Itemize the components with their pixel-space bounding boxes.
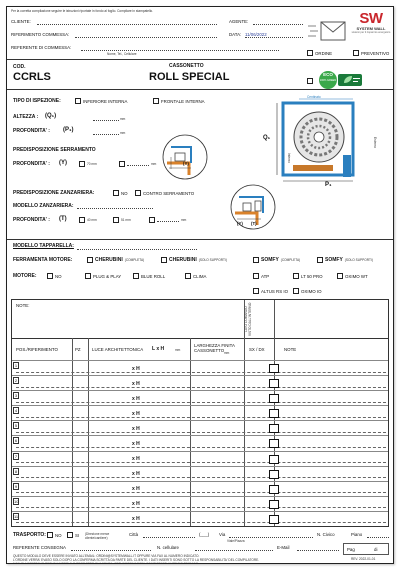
col-sxdx-header: SX / DX [249,347,265,352]
serramento-profondita-symbol: (Y) [59,160,67,166]
zanzariera-profondita-symbol: (T) [59,216,67,222]
eco-badge [319,71,337,89]
cherubini-supporti-option[interactable] [161,257,227,263]
zanzariera-contro-label: CONTRO SERRAMENTO [143,190,195,196]
zanzariera-modello-label: MODELLO ZANZARIERA: [13,203,74,209]
zanzariera-modello-field[interactable] [77,208,153,209]
somfy-completa-option[interactable] [253,257,300,263]
table-row [12,360,388,375]
tapparella-field[interactable] [77,249,197,250]
col-pos-header: POS./RIFERIMENTO [16,347,58,352]
row-number: 4 [14,408,18,414]
row-guide-line [16,417,386,418]
ordine-option[interactable] [307,50,332,56]
col-lxh-header: L x H [152,346,165,352]
row-sxdx-checkbox[interactable] [269,455,279,464]
serramento-title: PREDISPOSIZIONE SERRAMENTO [13,147,96,153]
product-divider [7,89,393,90]
row-lxh-separator: x H [132,471,140,478]
motore-no-label: NO [55,273,62,279]
cassonetto-label: CASSONETTO [169,63,204,69]
zanzariera-profondita-label: PROFONDITA' : [13,217,50,223]
eco-label: ECO [323,72,333,77]
serramento-custom-field[interactable] [127,162,149,166]
trasporto-si-checkbox[interactable] [67,532,73,538]
motore-atp-option[interactable] [253,273,269,279]
table-row [12,420,388,435]
altezza-label: ALTEZZA : [13,114,39,120]
data-value[interactable]: 11/06/2022 [245,32,267,37]
col-larghezza-header: LARGHEZZA FINITA CASSONETTO [194,343,235,353]
data-label: DATA: [229,32,242,37]
table-row [12,451,388,466]
motore-lt-checkbox[interactable] [293,273,299,279]
cliente-field[interactable] [37,24,217,25]
via-label: Via [219,532,226,537]
row-lxh-separator: x H [132,486,140,493]
row-sxdx-checkbox[interactable] [269,364,279,373]
zanzariera-40-checkbox[interactable] [79,217,85,223]
ispezione-frontale-checkbox[interactable] [153,98,159,104]
table-row [12,466,388,481]
row-guide-line [16,522,386,523]
row-lxh-separator: x H [132,440,140,447]
motore-oximo-checkbox[interactable] [337,273,343,279]
row-sxdx-checkbox[interactable] [269,485,279,494]
altezza-symbol: (Q₁) [45,113,57,119]
motore-plug-option[interactable] [85,273,121,279]
col-pz-header: PZ [75,347,81,352]
preventivo-checkbox[interactable] [353,50,359,56]
col-note-header: NOTE [284,347,297,352]
cherubini-supporti-checkbox[interactable] [161,257,167,263]
via-field[interactable] [229,537,313,538]
row-guide-line [16,402,386,403]
zanzariera-40-option[interactable] [79,217,97,223]
cherubini-completa-option[interactable] [87,257,144,263]
agente-label: AGENTE: [229,19,249,24]
motore-clima-label: CLIMA [193,273,207,279]
somfy-completa-label: SOMFY [261,257,279,263]
somfy-completa-sub: (COMPLETA) [280,258,301,262]
row-number: 6 [14,438,18,444]
motore-altus-checkbox[interactable] [253,288,259,294]
cod-label: COD. [13,64,26,70]
instructions-2: L'ORDINE VERRA' EVASO SOLO DOPO LA CONFERMA SCRITTA DA PARTE DEL CLIENTE. I DATI INSERITI SONO SOTTO LA RESPONSABILITA' DEL COMPILATORE. [13,558,260,562]
somfy-completa-checkbox[interactable] [253,257,259,263]
row-guide-line [16,372,386,373]
row-lxh-separator: x H [132,516,140,523]
pag-di-label: di [374,547,378,552]
lato-comando-label: LATO COMANDO VISTO DALL'INTERNO [244,302,252,336]
citta-field[interactable] [143,537,195,538]
row-lxh-separator: x H [132,456,140,463]
row-lxh-separator: x H [132,380,140,387]
trasporto-si-option[interactable] [67,532,79,538]
motore-altus-option[interactable] [253,288,288,294]
email-label: E-Mail [277,545,290,550]
logo-name: SYSTEM WALL [356,26,386,31]
piano-field[interactable] [367,537,389,538]
somfy-supporti-sub: (SOLO SUPPORTI) [344,258,373,262]
row-number: 9 [14,483,18,489]
row-sxdx-checkbox[interactable] [269,379,279,388]
row-sxdx-checkbox[interactable] [269,470,279,479]
table-row [12,511,388,526]
data-field-line [245,37,303,38]
table-row [12,435,388,450]
cherubini-supporti-label: CHERUBINI [169,257,197,263]
system-wall-logo [351,11,391,47]
ispezione-inferiore-label: INFERIORE INTERNA [83,98,128,104]
row-sxdx-checkbox[interactable] [269,394,279,403]
zanzariera-detail-y-label: (Y) [237,221,243,226]
zanzariera-40-label: 40 mm [87,218,97,222]
ispezione-frontale-option[interactable] [153,98,205,104]
motore-altus-label: ALTUS RS IO [261,288,288,294]
cherubini-completa-label: CHERUBINI [95,257,123,263]
zanzariera-detail-t-label: (T) [251,221,257,226]
row-number: 5 [14,423,18,429]
row-lxh-separator: x H [132,410,140,417]
row-sxdx-checkbox[interactable] [269,409,279,418]
ispezione-frontale-label: FRONTALE INTERNA [161,98,205,104]
row-lxh-separator: x H [132,425,140,432]
riferimento-label: RIFERIMENTO COMMESSA: [11,32,70,37]
via-sub: Viale/Piazza [227,539,245,543]
riferimento-field[interactable] [75,37,217,38]
serramento-custom-checkbox[interactable] [119,161,125,167]
profondita-p1-unit: mm [120,131,126,135]
referente-sub: Nome, Tel., Cellulare [107,52,137,56]
agente-field[interactable] [253,24,303,25]
motore-oximo-io-label: OXIMO IO [301,288,322,294]
zanzariera-custom-field[interactable] [157,218,179,222]
motore-plug-checkbox[interactable] [85,273,91,279]
referente-label: REFERENTE DI COMMESSA: [11,45,72,50]
eco-checkbox[interactable] [307,78,313,84]
ispezione-inferiore-option[interactable] [75,98,127,104]
cellulare-field[interactable] [195,550,273,551]
col-luce-unit: mm [175,348,181,352]
product-name: ROLL SPECIAL [149,71,230,83]
motore-atp-checkbox[interactable] [253,273,259,279]
row-guide-line [16,387,386,388]
serramento-70-label: 70 mm [87,162,97,166]
pag-label: Pag [347,547,355,552]
trasporto-no-option[interactable] [47,532,62,538]
serramento-custom-option[interactable] [119,161,156,167]
row-guide-line [16,462,386,463]
table-row [12,405,388,420]
cod-value: CCRLS [13,71,51,83]
ispezione-inferiore-checkbox[interactable] [75,98,81,104]
cliente-label: CLIENTE: [11,19,31,24]
tapparella-title: MODELLO TAPPARELLA: [13,243,74,249]
serramento-custom-unit: mm [151,162,157,166]
green-leaf-icon [338,74,362,86]
diagram-interno-label: Interno [287,153,291,163]
row-lxh-separator: x H [132,365,140,372]
preventivo-option[interactable] [353,50,389,56]
motore-oximo-label: OXIMO WT [345,273,368,279]
somfy-supporti-checkbox[interactable] [317,257,323,263]
serramento-70-option[interactable] [79,161,97,167]
positions-table [11,299,389,527]
row-number: 8 [14,468,18,474]
ordine-checkbox[interactable] [307,50,313,56]
provincia-label: (___) [199,532,210,537]
piano-label: Piano [351,532,363,537]
serramento-detail-diagram [161,133,209,181]
row-number: 2 [14,378,18,384]
row-guide-line [16,447,386,448]
row-lxh-separator: x H [132,501,140,508]
trasporto-si-label: SI [75,532,80,538]
somfy-supporti-option[interactable] [317,257,373,263]
row-guide-line [16,492,386,493]
referente-consegna-field[interactable] [71,550,151,551]
serramento-70-checkbox[interactable] [79,161,85,167]
motore-blue-checkbox[interactable] [133,273,139,279]
trasporto-no-checkbox[interactable] [47,532,53,538]
revision-label: REV. 2022-01-01 [351,557,376,561]
zanzariera-51-label: 51 mm [121,218,131,222]
motore-no-option[interactable] [47,273,62,279]
motore-lt-label: LT 50 PRO [301,273,323,279]
trasporto-label: TRASPORTO: [13,532,46,538]
altezza-unit: mm [120,117,126,121]
zanzariera-custom-unit: mm [181,218,187,222]
col-larghezza-unit: mm [224,351,230,355]
row-guide-line [16,477,386,478]
row-number: 10 [14,498,19,504]
referente-consegna-label: REFERENTE CONSEGNA [13,545,66,550]
row-sxdx-checkbox[interactable] [269,515,279,524]
header-divider [7,59,393,60]
email-field[interactable] [297,550,339,551]
diagram-esterno-label: Esterno [373,137,377,148]
section-divider-tapparella [7,239,393,240]
row-number: 11 [14,513,19,519]
preventivo-label: PREVENTIVO [361,50,390,56]
motore-clima-option[interactable] [185,273,206,279]
table-row [12,375,388,390]
diagram-q1-label: Q₁ [263,135,271,141]
motore-oximo-option[interactable] [337,273,368,279]
motore-label: MOTORE: [13,273,37,279]
motore-plug-label: PLUG & PLAY [93,273,122,279]
row-sxdx-checkbox[interactable] [269,439,279,448]
zanzariera-contro-checkbox[interactable] [135,190,141,196]
trasporto-si-sub: (Direzione merce cliente/cantiere) [85,532,110,540]
zanzariera-51-checkbox[interactable] [113,217,119,223]
diagram-top-label: Centinato [307,95,321,99]
motore-oximo-io-option[interactable] [293,288,322,294]
logo-tagline: sistemi per il risparmio energetico [351,31,391,34]
row-guide-line [16,507,386,508]
note-label: NOTE: [16,303,30,308]
row-lxh-separator: x H [132,395,140,402]
col-luce-header: LUCE ARCHITETTONICA [92,347,144,352]
motore-atp-label: ATP [261,273,270,279]
altezza-field[interactable] [93,120,119,121]
table-header-top [12,338,388,339]
motore-blue-option[interactable] [133,273,165,279]
zanzariera-no-checkbox[interactable] [113,190,119,196]
cherubini-completa-checkbox[interactable] [87,257,93,263]
ispezione-title: TIPO DI ISPEZIONE: [13,98,61,104]
page-counter-box [343,543,389,555]
cherubini-completa-sub: (COMPLETA) [124,258,145,262]
motore-no-checkbox[interactable] [47,273,53,279]
row-guide-line [16,432,386,433]
row-number: 3 [14,393,18,399]
zanzariera-custom-checkbox[interactable] [149,217,155,223]
zanzariera-custom-option[interactable] [149,217,186,223]
motore-clima-checkbox[interactable] [185,273,191,279]
row-sxdx-checkbox[interactable] [269,424,279,433]
table-row [12,496,388,511]
row-sxdx-checkbox[interactable] [269,500,279,509]
table-rows [12,360,388,526]
envelope-icon [307,19,347,45]
table-row [12,390,388,405]
ordine-label: ORDINE [315,50,333,56]
row-number: 1 [14,363,18,368]
trasporto-no-label: NO [55,532,62,538]
cherubini-supporti-sub: (SOLO SUPPORTI) [198,258,227,262]
diagram-p1-label: P₁ [325,182,332,188]
referente-field[interactable] [81,50,279,51]
zanzariera-title: PREDISPOSIZIONE ZANZARIERA: [13,190,95,196]
profondita-p1-label: PROFONDITA' : [13,128,50,134]
zanzariera-51-option[interactable] [113,217,131,223]
profondita-p1-symbol: (P₁) [63,127,74,133]
zanzariera-contro-option[interactable] [135,190,194,196]
somfy-supporti-label: SOMFY [325,257,343,263]
motore-lt-option[interactable] [293,273,323,279]
zanzariera-no-option[interactable] [113,190,128,196]
table-row [12,481,388,496]
cellulare-label: N. cellulare [157,545,179,550]
ferramenta-label: FERRAMENTA MOTORE: [13,257,73,263]
eco-sub: 100% GREEN [319,79,337,82]
instructions-3: NON SI ACCETTANO RESI DI MATERIALE PRODOTTO SU MISURA. PER INFORMAZIONI CONTATTARE L'UFFICIO TECNICO. [13,562,199,564]
zanzariera-no-label: NO [121,190,128,196]
serramento-detail-y-label: (Y) [183,161,189,166]
motore-blue-label: BLUE ROLL [141,273,166,279]
citta-label: Città [129,532,139,537]
civico-label: N. Civico [317,532,335,537]
motore-oximo-io-checkbox[interactable] [293,288,299,294]
row-number: 7 [14,453,18,459]
order-form [6,6,394,564]
instructions-1: QUESTO MODULO DEVE ESSERE INVIATO ALL'EMAIL: ORDINI@SYSTEMWALL.IT OPPURE VIA FAX AL NUMERO INDICATO. [13,554,200,558]
serramento-profondita-label: PROFONDITA' : [13,161,50,167]
logo-mark: SW [359,10,383,27]
form-notice: Per la corretta compilazione seguire le istruzioni riportate in fondo al foglio. Compilare in stampatello. [11,9,154,13]
profondita-p1-field[interactable] [93,134,119,135]
